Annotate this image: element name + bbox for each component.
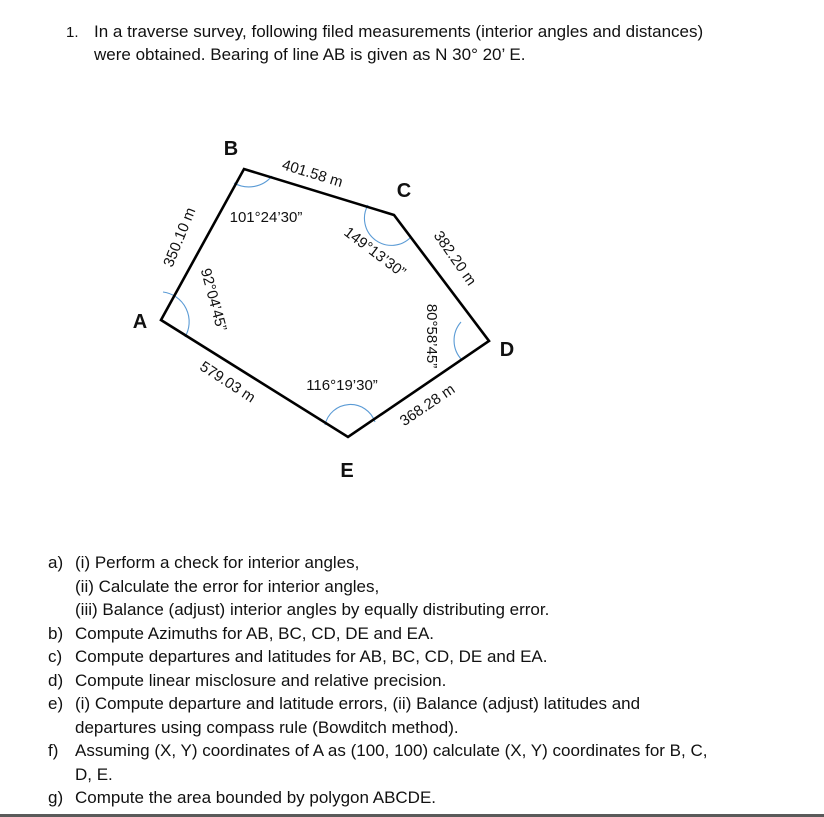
sub-questions <box>48 551 788 810</box>
sub-question-letter: g) <box>48 788 64 807</box>
sub-question-line: Compute Azimuths for AB, BC, CD, DE and EA. <box>75 623 435 643</box>
sub-question-line: (ii) Calculate the error for interior angles, <box>75 576 380 596</box>
sub-question-line: Compute linear misclosure and relative precision. <box>75 670 447 690</box>
angle-arc-e <box>325 404 375 425</box>
sub-question <box>48 786 788 810</box>
sub-question-letter: f) <box>48 741 59 760</box>
distance-ab: 350.10 m <box>160 205 200 270</box>
angle-label-c: 149°13’30” <box>340 223 409 282</box>
angle-arc-d <box>454 322 462 360</box>
point-label-d: D <box>499 339 515 361</box>
point-label-c: C <box>396 180 412 202</box>
angle-label-d: 80°58’45” <box>423 303 440 369</box>
question-number: 1. <box>66 24 79 41</box>
sub-question <box>48 692 788 739</box>
distance-ea: 579.03 m <box>196 358 259 407</box>
sub-question-letter: a) <box>48 553 64 572</box>
distance-cd: 382.20 m <box>429 227 480 289</box>
sub-question-line: departures using compass rule (Bowditch method). <box>75 717 459 737</box>
angle-label-b: 101°24’30” <box>229 209 303 226</box>
angle-label-a: 92°04’45” <box>196 266 230 334</box>
sub-question-letter: b) <box>48 623 64 643</box>
distance-bc: 401.58 m <box>279 156 345 191</box>
sub-question-letter: c) <box>48 647 63 666</box>
sub-question <box>48 669 788 693</box>
sub-question-letter: d) <box>48 670 64 690</box>
sub-question-letter: e) <box>48 694 64 713</box>
sub-question-line: D, E. <box>75 764 113 784</box>
sub-question-line: (i) Perform a check for interior angles, <box>75 553 360 572</box>
sub-question <box>48 645 788 669</box>
distance-de: 368.28 m <box>396 380 459 430</box>
sub-question-line: Compute departures and latitudes for AB, BC, CD, DE and EA. <box>75 647 548 666</box>
point-label-e: E <box>340 460 354 482</box>
question-line-2: were obtained. Bearing of line AB is given as N 30° 20’ E. <box>94 45 526 64</box>
point-label-a: A <box>132 311 148 333</box>
sub-question <box>48 551 788 622</box>
sub-question <box>48 622 788 646</box>
angle-label-e: 116°19’30” <box>306 377 378 394</box>
sub-question <box>48 739 788 786</box>
sub-question-line: Compute the area bounded by polygon ABCDE. <box>75 788 437 807</box>
sub-question-line: (iii) Balance (adjust) interior angles by equally distributing error. <box>75 600 550 619</box>
point-label-b: B <box>223 138 239 160</box>
question-line-1: In a traverse survey, following filed measurements (interior angles and distances) <box>94 22 704 41</box>
sub-question-line: (i) Compute departure and latitude errors, (ii) Balance (adjust) latitudes and <box>75 694 641 713</box>
sub-question-line: Assuming (X, Y) coordinates of A as (100, 100) calculate (X, Y) coordinates for B, C, <box>75 741 708 760</box>
